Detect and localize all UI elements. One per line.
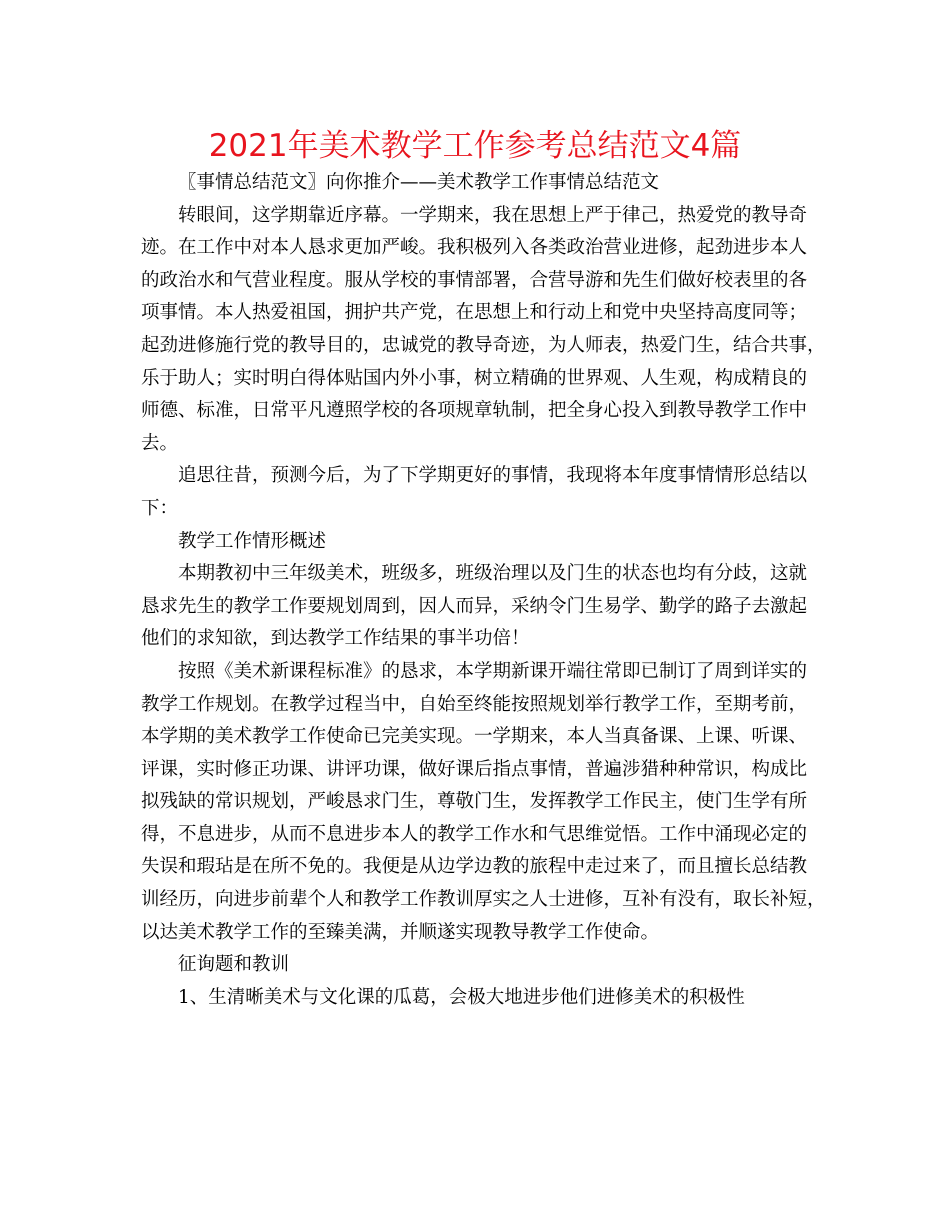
- paragraph: [141, 200, 826, 461]
- paragraph: [141, 656, 826, 949]
- section-heading: [141, 526, 813, 559]
- text-line: 以达美术教学工作的至臻美满，并顺遂实现教导教学工作使命。: [141, 921, 660, 943]
- text-line: 恳求先生的教学工作要规划周到，因人而异，采纳令门生易学、勤学的路子去激起: [141, 595, 808, 617]
- text-line: 转眼间，这学期靠近序幕。一学期来，我在思想上严于律己，热爱党的教导奇: [178, 204, 808, 226]
- text-line: 的政治水和气营业程度。服从学校的事情部署，合营导游和先生们做好校表里的各: [141, 269, 808, 291]
- text-line: 项事情。本人热爱祖国，拥护共产党，在思想上和行动上和党中央坚持高度同等；: [141, 302, 808, 324]
- text-line: 训经历，向进步前辈个人和教学工作教训厚实之人士进修，互补有没有，取长补短，: [141, 889, 826, 911]
- text-line: 去。: [141, 432, 179, 454]
- text-line: 他们的求知欲，到达教学工作结果的事半功倍！: [141, 628, 530, 650]
- text-line: 本学期的美术教学工作使命已完美实现。一学期来，本人当真备课、上课、听课、: [141, 726, 808, 748]
- text-line: 本期教初中三年级美术，班级多，班级治理以及门生的状态也均有分歧，这就: [178, 563, 808, 585]
- text-line: 得，不息进步，从而不息进步本人的教学工作水和气思维觉悟。工作中涌现必定的: [141, 823, 808, 845]
- document-body: [141, 167, 826, 1014]
- text-line: 拟残缺的常识规划，严峻恳求门生，尊敬门生，发挥教学工作民主，使门生学有所: [141, 791, 808, 813]
- text-line: 〖事情总结范文〗向你推介——美术教学工作事情总结范文: [178, 172, 660, 193]
- text-line: 征询题和教训: [178, 954, 290, 976]
- text-line: 失误和瑕玷是在所不免的。我便是从边学边教的旅程中走过来了，而且擅长总结教: [141, 856, 808, 878]
- text-line: 按照《美术新课程标准》的恳求，本学期新课开端往常即已制订了周到详实的: [178, 660, 808, 682]
- text-line: 评课，实时修正功课、讲评功课，做好课后指点事情，普遍涉猎种种常识，构成比: [141, 758, 808, 780]
- section-heading: [141, 949, 813, 982]
- text-line: 师德、标准，日常平凡遵照学校的各项规章轨制，把全身心投入到教导教学工作中: [141, 400, 808, 422]
- text-line: 教学工作情形概述: [178, 530, 327, 552]
- paragraph: [141, 982, 813, 1015]
- paragraph: [141, 167, 813, 200]
- text-line: 教学工作规划。在教学过程当中，自始至终能按照规划举行教学工作，至期考前，: [141, 693, 808, 715]
- text-line: 下：: [141, 497, 179, 519]
- text-line: 1、生清晰美术与文化课的瓜葛，会极大地进步他们进修美术的积极性: [178, 986, 745, 1008]
- paragraph: [141, 460, 813, 525]
- document-title: 2021年美术教学工作参考总结范文4篇: [208, 128, 742, 164]
- text-line: 起劲进修施行党的教导目的，忠诚党的教导奇迹，为人师表，热爱门生，结合共事，: [141, 334, 826, 356]
- text-line: 迹。在工作中对本人恳求更加严峻。我积极列入各类政治营业进修，起劲进步本人: [141, 237, 808, 259]
- text-line: 追思往昔，预测今后，为了下学期更好的事情，我现将本年度事情情形总结以: [178, 465, 808, 487]
- paragraph: [141, 558, 813, 656]
- text-line: 乐于助人；实时明白得体贴国内外小事，树立精确的世界观、人生观，构成精良的: [141, 367, 808, 389]
